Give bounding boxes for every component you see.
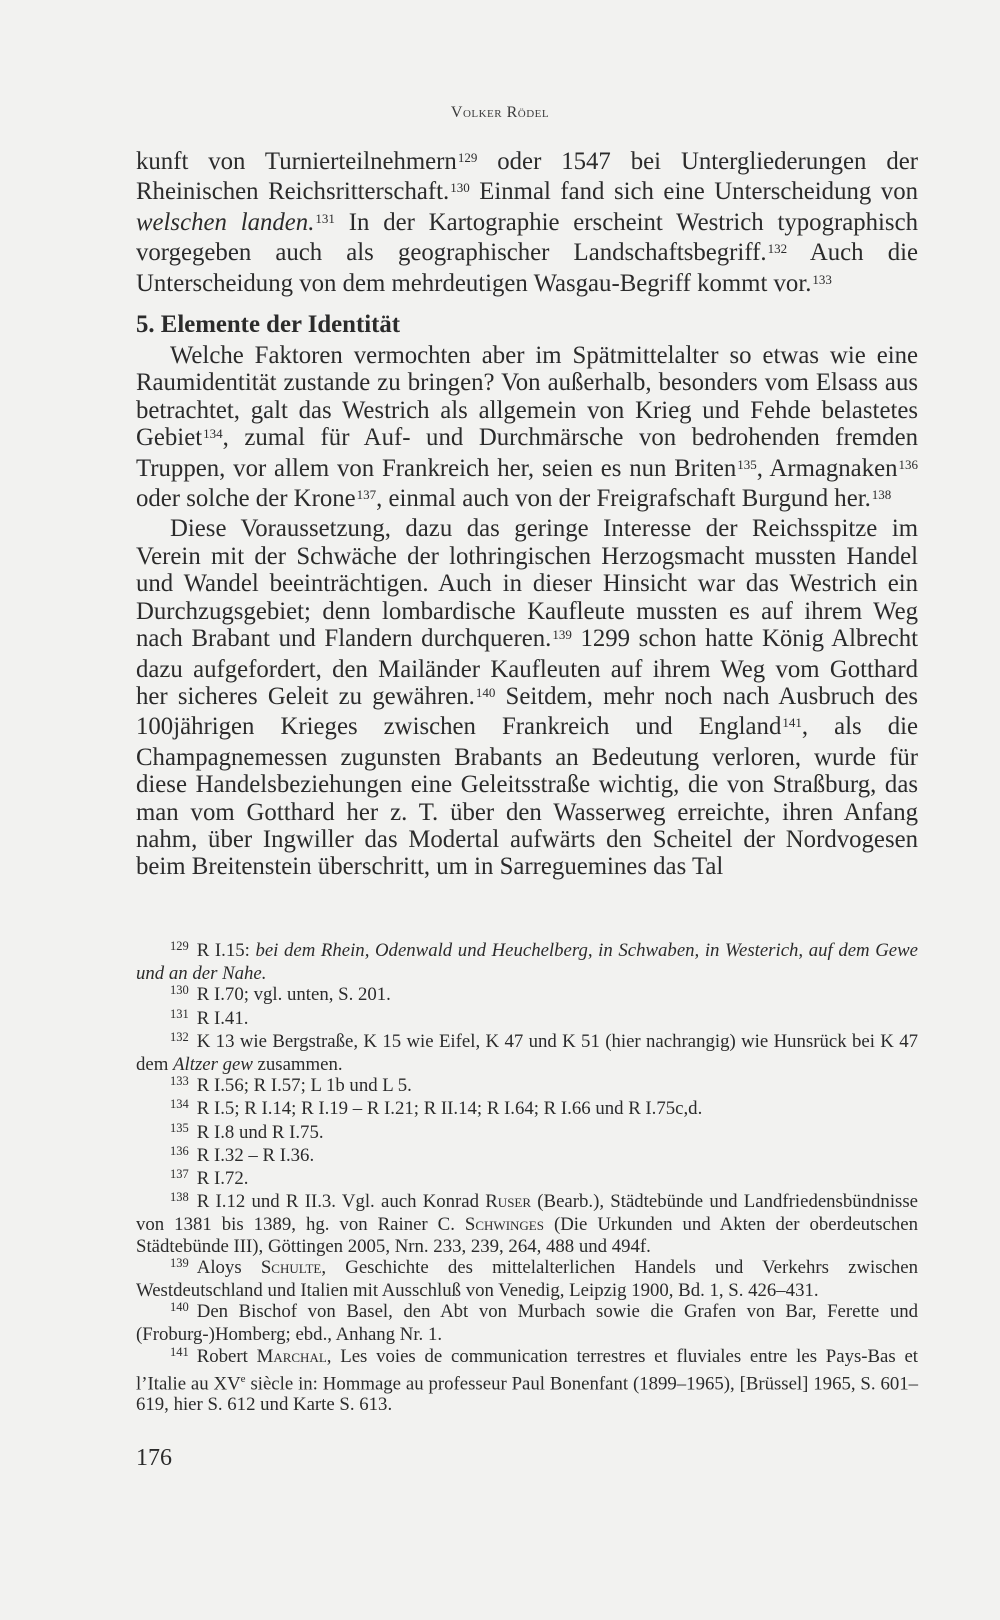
footnote-ref-137[interactable]: 137 (356, 487, 377, 503)
italic-quote: welschen landen. (136, 208, 315, 236)
text-run: Robert (196, 1345, 257, 1367)
footnote-ref-131[interactable]: 131 (315, 210, 335, 226)
footnote-number: 141 (170, 1344, 189, 1359)
footnote-number: 130 (170, 983, 189, 998)
text-run: , als die Champagnemessen zugunsten Brabants an Bedeutung verloren, wurde für diese Handelsbeziehungen eine Geleitsstraße wichtig, die von Straßburg, das man vom Gotthard her z. T. über den Wasserweg erreichte, ihren Anfang nahm, über Ingwiller das Modertal aufwärts den Scheitel der Nordvogesen beim Breitenstein überschritt, um in Sarreguemines das Tal (136, 713, 918, 881)
footnote-ref-133[interactable]: 133 (812, 271, 832, 287)
footnote-number: 136 (170, 1143, 189, 1158)
footnote-134 (136, 1098, 918, 1121)
footnote-141 (136, 1346, 918, 1416)
text-run: Diese Voraussetzung, dazu das geringe Interesse der Reichsspitze im Verein mit der Schwäche der lothringischen Herzogsmacht mussten Handel und Wandel beeinträchtigen. Auch in dieser Hinsicht war das Westrich ein Durchzugsgebiet; denn lombardische Kaufleute mussten es auf ihrem Weg nach Brabant und Flandern durchqueren. (136, 515, 918, 653)
text-run: (Bearb.), Städtebünde und Landfriedensbündnisse von 1381 bis 1389, hg. von Rainer C. (136, 1191, 918, 1236)
text-run: , Geschichte des mittelalterlichen Handels und Verkehrs zwischen Westdeutschland und Italien mit Ausschluß von Venedig, Leipzig 1900, Bd. 1, S. 426–431. (136, 1256, 918, 1302)
footnote-number: 134 (170, 1097, 189, 1112)
footnote-ref-140[interactable]: 140 (475, 684, 496, 700)
author-name: Ruser (485, 1191, 532, 1213)
text-run: R I.8 und R I.75. (196, 1121, 324, 1143)
text-run: Den Bischof von Basel, den Abt von Murbach sowie die Grafen von Bar, Ferette und (Froburg-)Homberg; ebd., Anhang Nr. 1. (136, 1301, 918, 1346)
footnote-number: 137 (170, 1167, 189, 1182)
running-head (0, 104, 1000, 122)
footnote-140 (136, 1301, 918, 1345)
text-run: Welche Faktoren vermochten aber im Spätmittelalter so etwas wie eine Raumidentität zustande zu bringen? Von außerhalb, besonders vom Elsass aus betrachtet, galt das Westrich als allgemein von Krieg und Fehde belastetes Gebiet (136, 342, 918, 452)
text-run: oder solche der Krone (136, 485, 356, 513)
text-run: oder 1547 bei Untergliederungen der Rheinischen Reichsritterschaft. (136, 148, 918, 206)
text-run: 1299 schon hatte König Albrecht dazu aufgefordert, den Mailänder Kaufleuten auf ihrem Weg vom Gotthard her sicheres Geleit zu gewähren. (136, 625, 918, 710)
footnote-number: 129 (170, 939, 189, 953)
text-run: In der Kartographie erscheint Westrich typographisch vorgegeben auch als geographischer Landschaftsbegriff. (136, 208, 918, 267)
text-run: R I.15: (196, 940, 256, 961)
footnote-number: 131 (170, 1006, 189, 1021)
footnote-137 (136, 1168, 918, 1191)
text-run: Einmal fand sich eine Unterscheidung von (469, 178, 918, 206)
text-run: kunft von Turnierteilnehmern (136, 148, 457, 175)
text-run: R I.12 und R II.3. Vgl. auch Konrad (196, 1191, 486, 1213)
footnote-ref-130[interactable]: 130 (450, 180, 470, 196)
author-name: Schwinges (464, 1214, 544, 1236)
footnote-ref-139[interactable]: 139 (552, 627, 572, 643)
text-run: Seitdem, mehr noch nach Ausbruch des 100jährigen Krieges zwischen Frankreich und England (136, 682, 918, 741)
page-number: 176 (136, 1445, 172, 1471)
author-name: Schulte (260, 1256, 322, 1278)
text-run: siècle in: Hommage au professeur Paul Bonenfant (1899–1965), [Brüssel] 1965, S. 601–619, hier S. 612 und Karte S. 613. (136, 1373, 919, 1416)
footnote-number: 135 (170, 1120, 189, 1135)
running-head-text: Volker Rödel (450, 104, 550, 121)
text-run: zusammen. (252, 1054, 343, 1076)
paragraph-1 (136, 148, 918, 300)
italic-quote: Altzer gew (173, 1054, 253, 1076)
footnote-ref-135[interactable]: 135 (737, 456, 757, 472)
text-run: Auch die Unterscheidung von dem mehrdeutigen Wasgau-Begriff kommt vor. (136, 239, 918, 297)
text-run: R I.56; R I.57; L 1b und L 5. (196, 1075, 412, 1097)
text-run: , zumal für Auf- und Durchmärsche von bedrohenden fremden Truppen, vor allem von Frankreich her, seien es nun Briten (136, 424, 918, 482)
footnote-ref-138[interactable]: 138 (871, 487, 892, 503)
text-run: R I.41. (196, 1007, 249, 1029)
footnote-number: 140 (170, 1300, 189, 1315)
footnote-129 (136, 940, 918, 984)
paragraph-2 (136, 342, 918, 515)
footnote-131 (136, 1008, 918, 1031)
text-run: , einmal auch von der Freigrafschaft Burgund her. (376, 485, 871, 513)
footnote-number: 133 (170, 1074, 189, 1089)
footnote-ref-129[interactable]: 129 (457, 150, 478, 165)
footnote-133 (136, 1075, 918, 1098)
text-run: K 13 wie Bergstraße, K 15 wie Eifel, K 47 und K 51 (hier nachrangig) wie Hunsrück bei K 47 dem (136, 1030, 918, 1076)
text-run: (Die Urkunden und Akten der oberdeutschen Städtebünde III), Göttingen 2005, Nrn. 233, 239, 264, 488 und 494f. (136, 1214, 918, 1257)
footnote-ref-136[interactable]: 136 (898, 456, 918, 472)
text-run: R I.32 – R I.36. (196, 1144, 315, 1166)
paragraph-3 (136, 515, 918, 880)
superscript: e (240, 1372, 246, 1385)
footnote-132 (136, 1031, 918, 1075)
footnote-138 (136, 1191, 918, 1257)
section-heading: 5. Elemente der Identität (136, 311, 400, 339)
author-name: Marchal (256, 1345, 327, 1367)
footnote-number: 132 (170, 1029, 189, 1044)
footnotes (136, 940, 918, 1416)
text-run: , Les voies de communication terrestres et fluviales entre les Pays-Bas et l’Italie au XV (136, 1345, 918, 1395)
footnote-number: 138 (170, 1190, 189, 1205)
footnote-ref-141[interactable]: 141 (782, 715, 802, 731)
footnote-ref-132[interactable]: 132 (767, 241, 788, 257)
text-run: , Armagnaken (756, 454, 898, 482)
footnote-135 (136, 1122, 918, 1145)
footnote-136 (136, 1145, 918, 1168)
italic-quote: bei dem Rhein, Odenwald und Heuchelberg, in Schwaben, in Westerich, auf dem Gewe und an der Nahe. (136, 940, 918, 985)
main-text (136, 148, 918, 881)
footnote-130 (136, 984, 918, 1007)
text-run: R I.70; vgl. unten, S. 201. (196, 984, 391, 1006)
footnote-ref-134[interactable]: 134 (203, 426, 223, 442)
text-run: R I.5; R I.14; R I.19 – R I.21; R II.14; R I.64; R I.66 und R I.75c,d. (196, 1098, 703, 1120)
text-run: R I.72. (196, 1168, 249, 1190)
text-run: Aloys (196, 1256, 261, 1278)
footnote-139 (136, 1257, 918, 1301)
footnote-number: 139 (170, 1255, 189, 1270)
